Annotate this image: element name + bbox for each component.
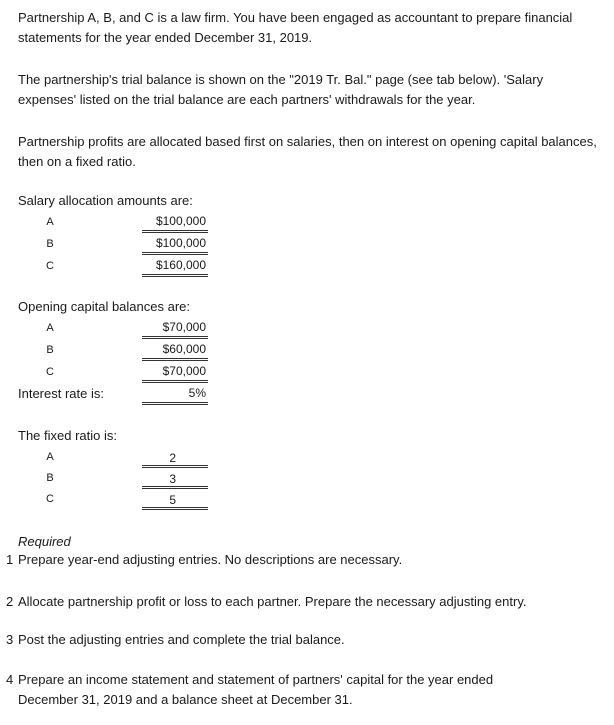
- ratio-partner-a: A: [46, 451, 54, 463]
- required-title: Required: [18, 534, 71, 549]
- interest-value: 5%: [188, 386, 206, 400]
- required-item-4-number: 4: [6, 672, 14, 687]
- ratio-value-a: 2: [169, 451, 176, 465]
- salary-amount-b: $100,000: [155, 236, 206, 250]
- capital-amount-a: $70,000: [162, 320, 206, 334]
- required-item-1: [6, 550, 601, 570]
- required-item-1-number: 1: [6, 552, 14, 567]
- required-item-4-text-line-2: December 31, 2019 and a balance sheet at December 31.: [18, 692, 353, 707]
- capital-underline-c: [142, 380, 208, 383]
- required-item-2: [6, 592, 601, 612]
- ratio-value-b: 3: [169, 472, 176, 486]
- salary-underline-c: [142, 274, 208, 277]
- ratio-underline-a: [142, 465, 208, 468]
- salary-partner-b: B: [46, 238, 54, 250]
- required-item-3-number: 3: [6, 632, 14, 647]
- required-item-1-text: Prepare year-end adjusting entries. No descriptions are necessary.: [18, 552, 403, 567]
- ratio-value-c: 5: [169, 493, 176, 507]
- capital-amount-b: $60,000: [162, 342, 206, 356]
- salary-underline-a: [142, 230, 208, 233]
- salary-amount-c: $160,000: [155, 258, 206, 272]
- required-item-4: [6, 670, 601, 710]
- intro-paragraph-2: The partnership's trial balance is shown on the "2019 Tr. Bal." page (see tab below). 'Salary expenses' listed on the trial balance are each partners' withdrawals for the year.: [18, 72, 544, 107]
- intro-paragraph-1: Partnership A, B, and C is a law firm. You have been engaged as accountant to prepare financial statements for the year ended December 31, 2019.: [18, 10, 573, 45]
- interest-underline: [142, 402, 208, 405]
- capital-partner-c: C: [46, 366, 54, 378]
- interest-label: Interest rate is:: [18, 386, 104, 401]
- ratio-title: The fixed ratio is:: [18, 428, 117, 443]
- capital-partner-b: B: [46, 344, 54, 356]
- required-item-2-number: 2: [6, 594, 14, 609]
- capital-underline-a: [142, 336, 208, 339]
- salary-partner-a: A: [46, 216, 54, 228]
- ratio-underline-b: [142, 486, 208, 489]
- required-item-4-text: Prepare an income statement and statement of partners' capital for the year ended: [18, 672, 494, 687]
- salary-partner-c: C: [46, 260, 54, 272]
- capital-underline-b: [142, 358, 208, 361]
- required-item-3: [6, 630, 601, 650]
- intro-paragraph-3: Partnership profits are allocated based first on salaries, then on interest on opening capital balances, then on a fixed ratio.: [18, 134, 597, 169]
- capital-partner-a: A: [46, 322, 54, 334]
- salary-amount-a: $100,000: [155, 214, 206, 228]
- capital-amount-c: $70,000: [162, 364, 206, 378]
- salary-title: Salary allocation amounts are:: [18, 193, 193, 208]
- salary-underline-b: [142, 252, 208, 255]
- ratio-partner-c: C: [46, 493, 54, 505]
- ratio-underline-c: [142, 507, 208, 510]
- required-item-2-text: Allocate partnership profit or loss to each partner. Prepare the necessary adjusting entry.: [18, 594, 527, 609]
- required-item-3-text: Post the adjusting entries and complete the trial balance.: [18, 632, 345, 647]
- ratio-partner-b: B: [46, 472, 54, 484]
- capital-title: Opening capital balances are:: [18, 299, 191, 314]
